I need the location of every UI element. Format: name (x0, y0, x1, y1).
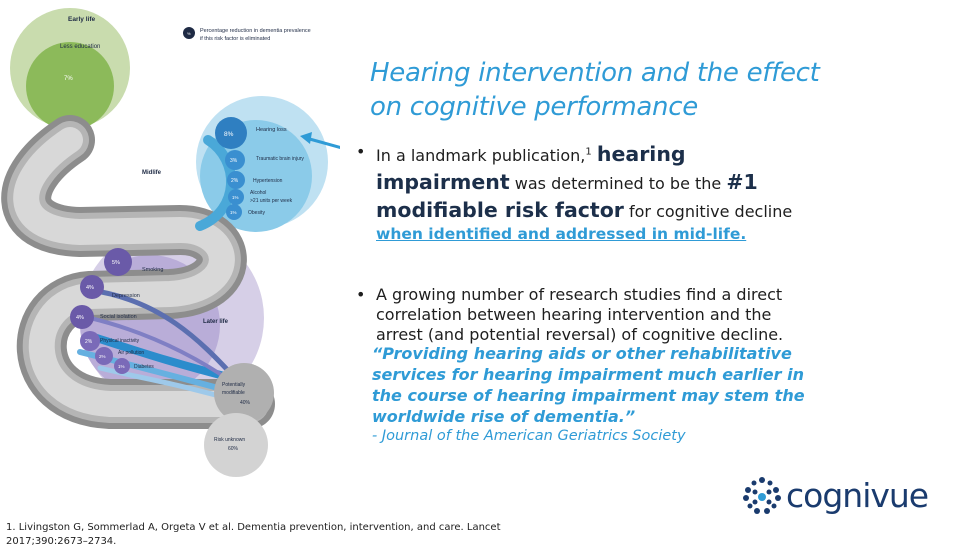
quote-text: “Providing hearing aids or other rehabilitative services for hearing impairment much earlier in the course of hearing impairment may stem the worldwide rise of dementia.” (372, 344, 805, 426)
quote-source: - Journal of the American Geriatrics Society (372, 428, 686, 444)
hearing-loss-pct: 8% (224, 131, 234, 138)
citation-sup: 1 (585, 146, 592, 158)
bullet2-text: A growing number of research studies find a direct correlation between hearing intervention and the arrest (and potential reversal) of cognitive decline. (376, 285, 784, 344)
obesity-label: Obesity (248, 210, 265, 216)
bullet-marker: • (356, 285, 366, 304)
legend-text-2: if this risk factor is eliminated (200, 36, 271, 42)
air-pct: 2% (99, 354, 106, 359)
unknown-circle (204, 413, 268, 477)
bullet1-tail: for cognitive decline (623, 202, 793, 221)
cognivue-logo (742, 474, 942, 518)
alcohol-label-2: >21 units per week (250, 198, 293, 204)
stage-early: Early life (68, 16, 96, 23)
modifiable-2: modifiable (222, 390, 245, 396)
title-line-2: on cognitive performance (370, 92, 698, 122)
less-education-label: Less education (60, 44, 101, 50)
hypertension-pct: 2% (231, 178, 239, 184)
smoking-label: Smoking (142, 267, 164, 273)
logo-text: cognivue (786, 476, 929, 515)
modifiable-1: Potentially (222, 382, 246, 388)
obesity-pct: 1% (230, 210, 237, 215)
inactivity-label: Physical inactivity (100, 338, 140, 344)
title-line-1: Hearing intervention and the effect (370, 58, 820, 88)
legend-badge-label: % (187, 31, 191, 36)
tbi-pct: 3% (230, 158, 238, 164)
depression-pct: 4% (86, 285, 94, 291)
unknown-1: Risk unknown (214, 437, 246, 443)
bullet1-intro: In a landmark publication, (376, 146, 586, 165)
tbi-label: Traumatic brain injury (256, 156, 304, 162)
bullet-landmark (356, 140, 796, 244)
diabetes-pct: 1% (118, 364, 125, 369)
alcohol-pct: 1% (232, 195, 239, 200)
slide-title (370, 56, 930, 124)
bullet-research (356, 285, 786, 345)
footnote: 1. Livingston G, Sommerlad A, Orgeta V et al. Dementia prevention, intervention, and care. Lancet 2017;390:2673–2734. (6, 522, 501, 547)
isolation-label: Social isolation (100, 314, 137, 320)
stage-midlife: Midlife (142, 170, 161, 176)
hearing-loss-label: Hearing loss (256, 127, 287, 133)
bullet1-mid: was determined to be the (509, 174, 727, 193)
modifiable-3: 40% (240, 400, 251, 406)
alcohol-label-1: Alcohol (250, 190, 267, 196)
smoking-pct: 5% (112, 260, 120, 266)
diabetes-label: Diabetes (134, 364, 154, 370)
depression-label: Depression (112, 293, 140, 299)
less-education-pct: 7% (64, 76, 73, 82)
stage-later: Later life (203, 319, 229, 325)
unknown-2: 60% (228, 446, 239, 452)
air-label: Air pollution (118, 350, 145, 356)
bullet-marker: • (356, 142, 366, 161)
legend-text-1: Percentage reduction in dementia prevalence (200, 28, 311, 34)
risk-factor-infographic (0, 0, 340, 480)
bullet1-hearing: hearing impairment (376, 142, 686, 194)
midlife-link[interactable]: when identified and addressed in mid-life. (376, 225, 747, 243)
inactivity-pct: 2% (85, 339, 93, 345)
hypertension-label: Hypertension (253, 178, 283, 184)
isolation-pct: 4% (76, 315, 84, 321)
bullet1-risk: #1 modifiable risk factor (376, 170, 758, 222)
logo-dots-icon (742, 476, 782, 516)
